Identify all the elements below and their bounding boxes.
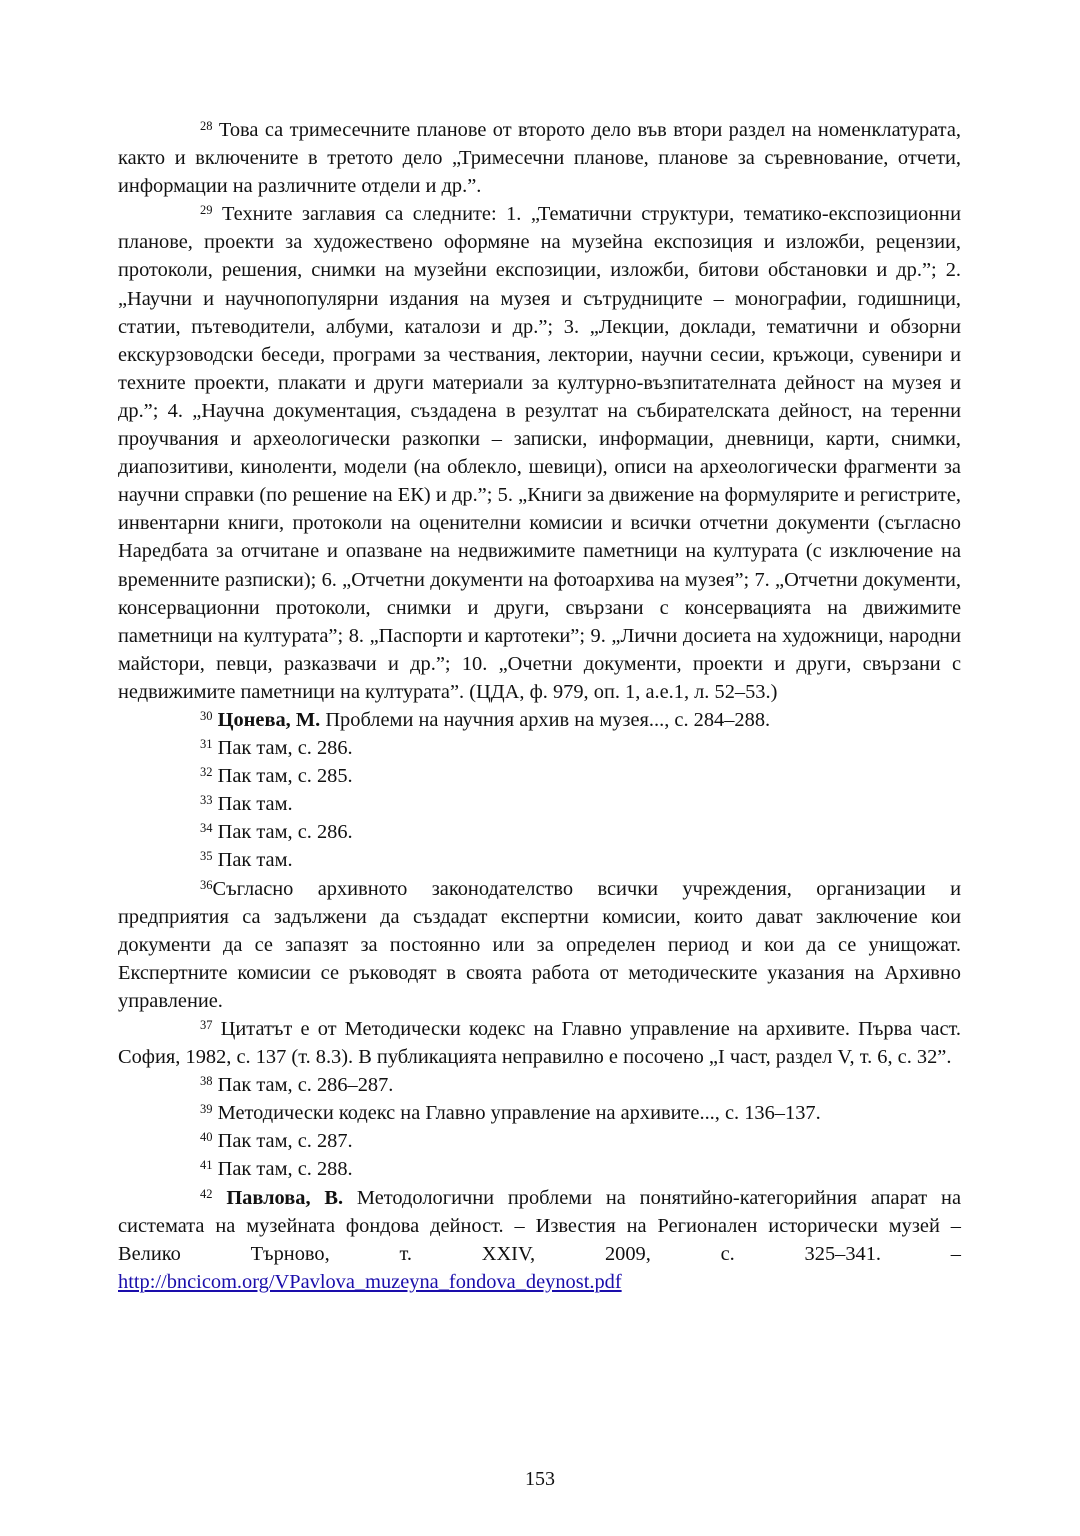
footnote-33	[118, 790, 961, 818]
footnote-text: Пак там.	[217, 849, 293, 872]
footnote-text: Съгласно архивното законодателство всички учреждения, организации и предприятия са задължени да създадат експертни комисии, които дават заключение кои документи да се запазят за постоянно или за определен период и кои да се унищожат. Експертните комисии се ръководят в своята работа от методическите указания на Архивно управление.	[118, 877, 961, 1012]
footnote-number: 38	[200, 1074, 213, 1089]
footnote-text: Методически кодекс на Главно управление на архивите..., с. 136–137.	[217, 1102, 821, 1125]
footnote-text: Пак там, с. 286.	[217, 737, 353, 760]
footnote-29	[118, 200, 961, 706]
footnote-28	[118, 116, 961, 200]
footnote-number: 39	[200, 1102, 213, 1117]
footnote-30	[118, 706, 961, 734]
footnote-37	[118, 1015, 961, 1071]
footnote-number: 41	[200, 1158, 213, 1173]
footnote-31	[118, 734, 961, 762]
footnote-text: Пак там, с. 288.	[217, 1158, 353, 1181]
footnote-number: 32	[200, 765, 213, 780]
footnote-text: Техните заглавия са следните: 1. „Тематични структури, тематико-експозиционни планове, проекти за художествено оформяне на музейна експозиция и изложби, рецензии, протоколи, решения, снимки на музейни експозиции, изложби, битови обстановки и др.”; 2. „Научни и научнопопулярни издания на музея и сътрудниците – монографии, годишници, статии, пътеводители, албуми, каталози и др.”; 3. „Лекции, доклади, тематични и обзорни екскурзоводски беседи, програми за чествания, лектории, научни сесии, кръжоци, сувенири и техните проекти, плакати и други материали за културно-възпитателната дейност на музея и др.”; 4. „Научна документация, създадена в резултат на събирателската дейност, на теренни проучвания и археологически разкопки – записки, информации, дневници, карти, снимки, диапозитиви, киноленти, модели (на облекло, шевици), описи на археологически фрагменти за научни справки (по решение на ЕК) и др.”; 5. „Книги за движение на формулярите и регистрите, инвентарни книги, протоколи на оценителни комисии и всички отчетни документи (съгласно Наредбата за отчитане и опазване на недвижимите паметници на културата (с изключение на временните разписки); 6. „Отчетни документи на фотоархива на музея”; 7. „Отчетни документи, консервационни протоколи, снимки и други, свързани с консервацията на движимите паметници на културата”; 8. „Паспорти и картотеки”; 9. „Лични досиета на художници, народни майстори, певци, разказвачи и др.”; 10. „Очетни документи, проекти и други, свързани с недвижимите паметници на културата”. (ЦДА, ф. 979, оп. 1, а.е.1, л. 52–53.)	[118, 203, 961, 703]
footnote-text: Пак там, с. 286.	[217, 821, 353, 844]
footnote-34	[118, 818, 961, 846]
footnote-text: Методологични проблеми на понятийно-категорийния апарат на системата на музейната фондова дейност. – Известия на Регионален исторически музей – Велико Търново, т. XXIV, 2009, с. 325–341. –	[118, 1186, 961, 1265]
footnote-text: Проблеми на научния архив на музея..., с. 284–288.	[325, 708, 771, 731]
footnote-author: Павлова, В.	[226, 1186, 344, 1209]
footnote-32	[118, 762, 961, 790]
footnote-number: 40	[200, 1130, 213, 1145]
footnote-text: Цитатът е от Методически кодекс на Главно управление на архивите. Първа част. София, 1982, с. 137 (т. 8.3). В публикацията неправилно е посочено „I част, раздел V, т. 6, с. 32”.	[118, 1018, 961, 1069]
footnote-text: Това са тримесечните планове от второто дело във втори раздел на номенклатурата, както и включените в третото дело „Тримесечни планове, планове за съревнование, отчети, информации на различните отдели и др.”.	[118, 119, 961, 198]
footnote-number: 33	[200, 793, 213, 808]
footnote-number: 36	[200, 877, 213, 892]
footnote-42	[118, 1184, 961, 1296]
footnote-number: 28	[200, 119, 213, 133]
footnote-40	[118, 1127, 961, 1155]
pdf-link[interactable]: http://bncicom.org/VPavlova_muzeyna_fondova_deynost.pdf	[118, 1270, 622, 1293]
footnotes	[118, 116, 961, 1296]
footnote-41	[118, 1155, 961, 1183]
footnote-number: 37	[200, 1018, 213, 1032]
page-number: 153	[525, 1468, 555, 1490]
footnote-number: 42	[200, 1186, 213, 1201]
footnote-number: 31	[200, 737, 213, 752]
footnote-number: 30	[200, 708, 213, 723]
footnote-text: Пак там, с. 287.	[217, 1130, 353, 1153]
footnote-text: Пак там.	[217, 793, 293, 816]
footnote-text: Пак там, с. 285.	[217, 765, 353, 788]
footnote-number: 34	[200, 821, 213, 836]
footnote-36	[118, 875, 961, 1015]
footnote-text: Пак там, с. 286–287.	[217, 1074, 394, 1097]
footnote-number: 35	[200, 849, 213, 864]
footnote-author: Цонева, М.	[217, 708, 321, 731]
footnote-38	[118, 1071, 961, 1099]
footnote-number: 29	[200, 203, 213, 218]
footnote-35	[118, 846, 961, 874]
footnote-39	[118, 1099, 961, 1127]
